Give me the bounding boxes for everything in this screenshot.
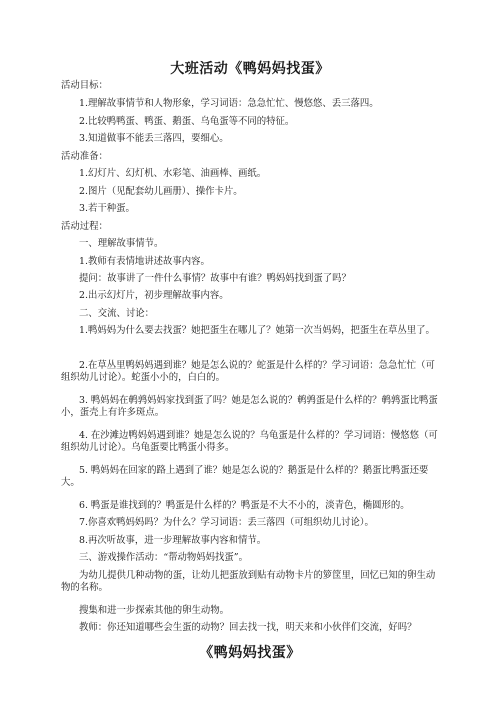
part2-heading: 二、交流、讨论：: [79, 308, 155, 319]
prep-item: 1.幻灯片、幻灯机、水彩笔、油画棒、画纸。: [79, 168, 267, 179]
part1-heading: 一、理解故事情节。: [79, 238, 164, 249]
part2-item: 4. 在沙滩边鸭妈妈遇到谁？她是怎么说的？乌龟蛋是什么样的？学习词语：慢悠悠（可组织幼儿讨论）。乌龟蛋要比鸭蛋小得多。: [61, 430, 438, 453]
goal-item: 1.理解故事情节和人物形象，学习词语：急急忙忙、慢悠悠、丢三落四。: [79, 98, 379, 109]
part2-item: 2.在草丛里鸭妈妈遇到谁？她是怎么说的？蛇蛋是什么样的？学习词语：急急忙忙（可组织幼儿讨论）。蛇蛋小小的，白白的。: [61, 360, 435, 383]
prep-item: 2.图片（见配套幼儿画册）、操作卡片。: [79, 186, 243, 197]
part3-item: 搜集和进一步探索其他的卵生动物。: [79, 605, 230, 616]
part3-heading: 三、游戏操作活动：“帮动物妈妈找蛋”。: [79, 552, 248, 563]
part3-item: 为幼儿提供几种动物的蛋，让幼儿把蛋放到贴有动物卡片的箩筐里，回忆已知的卵生动物的名称。: [61, 570, 436, 593]
part3-item: 教师：你还知道哪些会生蛋的动物？回去找一找，明天来和小伙伴们交流，好吗？: [79, 622, 417, 633]
goal-item: 2.比较鸭鸭蛋、鸭蛋、鹅蛋、乌龟蛋等不同的特征。: [79, 116, 295, 127]
part2-item: 5. 鸭妈妈在回家的路上遇到了谁？她是怎么说的？鹅蛋是什么样的？鹅蛋比鸭蛋还要大。: [61, 465, 429, 488]
goal-item: 3.知道做事不能丢三落四，要细心。: [79, 133, 229, 144]
goals-heading: 活动目标：: [61, 80, 108, 91]
part2-item: 6. 鸭蛋是谁找到的？鸭蛋是什么样的？鸭蛋是不大不小的，淡青色，椭圆形的。: [79, 500, 410, 511]
part1-item: 1.教师有表情地讲述故事内容。: [79, 256, 210, 267]
part1-item: 2.出示幻灯片，初步理解故事内容。: [79, 290, 229, 301]
prep-item: 3.若干种蛋。: [79, 203, 135, 214]
part1-item: 提问：故事讲了一件什么事情？故事中有谁？鸭妈妈找到蛋了吗？: [79, 273, 351, 284]
footer-title: 《鸭妈妈找蛋》: [199, 645, 301, 661]
part2-item: 3. 鸭妈妈在鹌鹑妈妈家找到蛋了吗？她是怎么说的？鹌鹑蛋是什么样的？鹌鹑蛋比鸭蛋小，蛋壳上有许多斑点。: [61, 395, 438, 418]
part2-item: 8.再次听故事，进一步理解故事内容和情节。: [79, 535, 267, 546]
document-title: 大班活动《鸭妈妈找蛋》: [170, 61, 330, 77]
process-heading: 活动过程：: [61, 221, 108, 232]
part2-item: 1.鸭妈妈为什么要去找蛋？她把蛋生在哪儿了？她第一次当妈妈，把蛋生在草丛里了。: [79, 325, 435, 336]
part2-item: 7.你喜欢鸭妈妈吗？为什么？学习词语：丢三落四（可组织幼儿讨论）。: [79, 517, 374, 528]
prep-heading: 活动准备：: [61, 151, 108, 162]
